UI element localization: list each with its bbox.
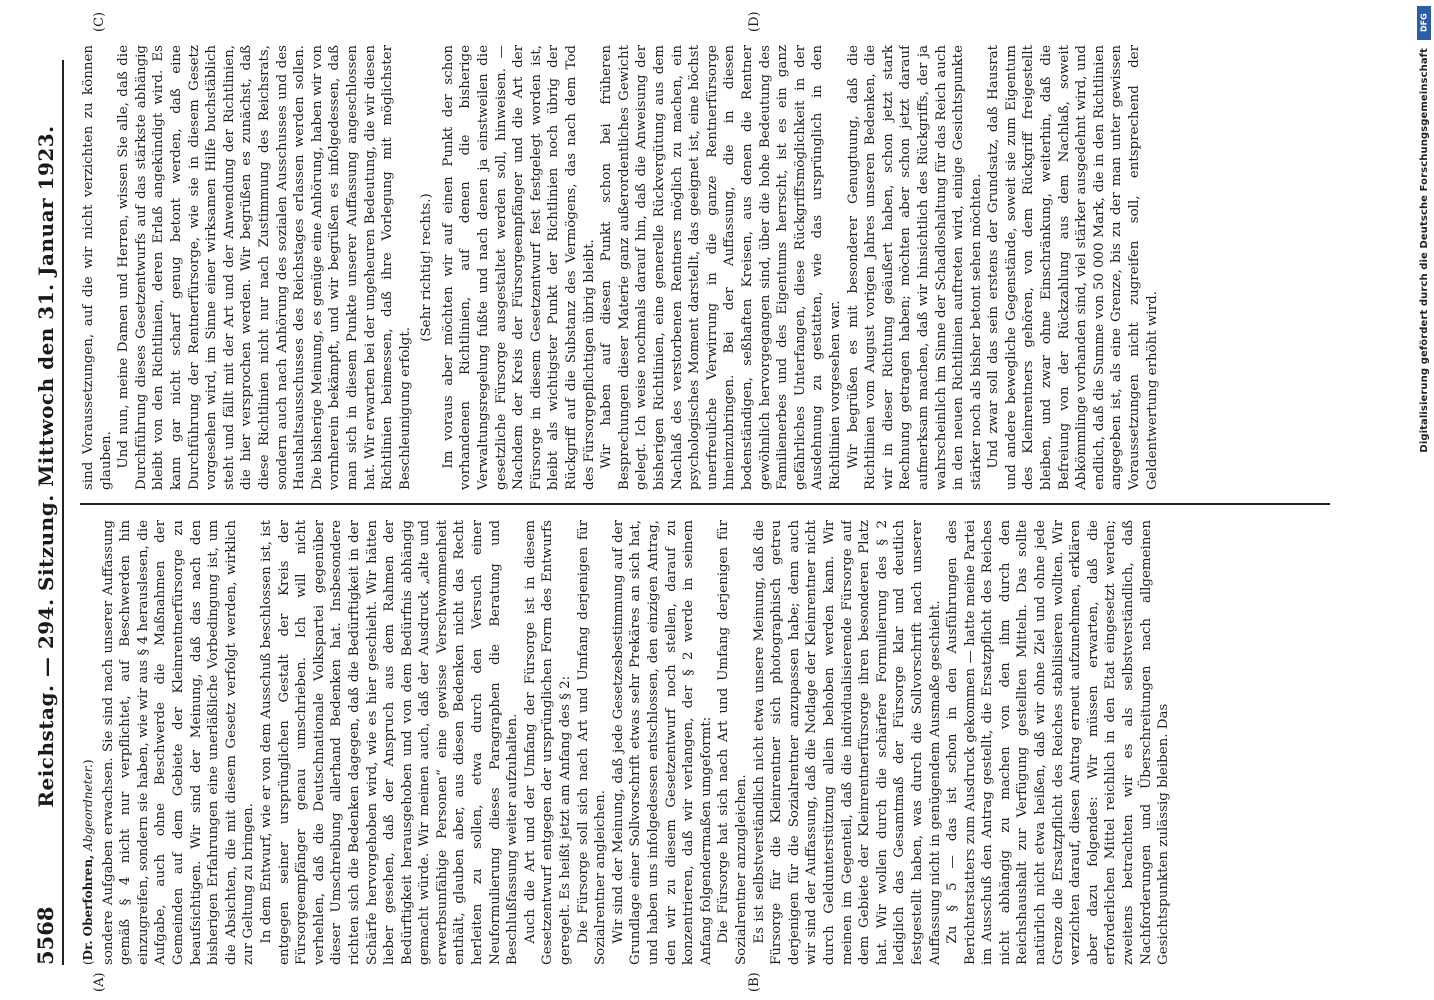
page-number: 5568 xyxy=(33,906,58,965)
right-column xyxy=(80,45,1340,490)
page-title: Reichstag. — 294. Sitzung. Mittwoch den 31. Januar 1923. xyxy=(34,125,58,808)
paragraph: Es ist selbstverständlich nicht etwa unsere Meinung, daß die Fürsorge für die Kleinrentner sich photographisch getreu derjenigen für die Sozialrentner anzupassen habe; denn auch wir sind der Auffassung, daß die Notlage der Kleinrentner nicht durch Geldunterstützung allein behoben werden kann. Wir meinen im Gegenteil, daß die individualisierende Fürsorge auf dem Gebiete der Kleinrentnerfürsorge ihren besonderen Platz hat. Wir wollen durch die schärfere Formulierung des § 2 lediglich das Gesamtmaß der Fürsorge klar und deutlich festgestellt haben, was durch die Sollvorschrift nach unserer Auffassung nicht in genügendem Ausmaße geschieht. xyxy=(751,520,943,965)
speaker-line: (Dr. Oberfohren, Abgeordneter.) xyxy=(81,759,95,965)
paragraph: Wir begrüßen es mit besonderer Genugtuung, daß die Richtlinien vom August vorigen Jahres unseren Bedenken, die wir in dieser Richtung geäußert haben, schon jetzt stark Rechnung getragen haben; möchten aber schon jetzt darauf aufmerksam machen, daß wir hinsichtlich des Rückgriffs, der ja wahrscheinlich im Sinne der Schadloshaltung für das Reich auch in den neuen Richtlinien auftreten wird, einige Gesichtspunkte stärker noch als bisher betont sehen möchten. xyxy=(845,45,984,490)
paragraph: sondere Aufgaben erwachsen. Sie sind nach unserer Auffassung gemäß § 4 nicht nur verpflichtet, auf Beschwerden hin einzugreifen, sondern sie haben, wie wir aus § 4 herauslesen, die Aufgabe, auch ohne Beschwerde die Maßnahmen der Gemeinden auf dem Gebiete der Kleinrentnerfürsorge zu beaufsichtigen. Wir sind der Meinung, daß das nach den bisherigen Erfahrungen eine unerläßliche Vorbedingung ist, um die Absichten, die mit diesem Gesetz verfolgt werden, wirklich zur Geltung zu bringen. xyxy=(100,520,257,965)
dfg-logo: DFG xyxy=(1417,6,1431,40)
paragraph: Und zwar soll das sein erstens der Grundsatz, daß Hausrat und andere bewegliche Gegenstände, soweit sie zum Eigentum des Kleinrentners gehören, von dem Rückgriff freigestellt bleiben, und zwar ohne Einschränkung, weiterhin, daß die Befreiung von der Rückzahlung aus dem Nachlaß, soweit Abkömmlinge vorhanden sind, viel stärker ausgedehnt wird, und endlich, daß die Summe von 50 000 Mark, die in den Richtlinien angegeben ist, als eine Grenze, bis zu der man unter gewissen Voraussetzungen nicht zugreifen soll, entsprechend der Geldentwertung erhöht wird. xyxy=(986,45,1160,490)
quoted-provision: Die Fürsorge soll sich nach Art und Umfang derjenigen für Sozialrentner angleichen. xyxy=(575,520,609,965)
margin-marker-c: (C) xyxy=(92,11,107,32)
paragraph: Und nun, meine Damen und Herren, wissen Sie alle, daß die Durchführung dieses Gesetzentwurfs auf das stärkste abhängig bleibt von den Richtlinien, deren Erlaß angekündigt wird. Es kann gar nicht scharf genug betont werden, daß eine Durchführung der Rentnerfürsorge, wie sie in diesem Gesetz vorgesehen wird, im Sinne einer wirksamen Hilfe buchstäblich steht und fällt mit der Art und der Anwendung der Richtlinien, die hier versprochen werden. Wir begrüßen es zunächst, daß diese Richtlinien nicht nur nach Zustimmung des Reichsrats, sondern auch nach Anhörung des sozialen Ausschusses und des Haushaltsausschusses des Reichstages erlassen werden sollen. Die bisherige Meinung, es genüge eine Anhörung, haben wir von vornherein bekämpft, und wir begrüßen es infolgedessen, daß man sich in diesem Punkte unserer Auffassung angeschlossen hat. Wir erwarten bei der ungeheuren Bedeutung, die wir diesen Richtlinien beimessen, daß ihre Vorlegung mit möglichster Beschleunigung erfolgt. xyxy=(116,45,413,490)
interjection: (Sehr richtig! rechts.) xyxy=(419,193,435,342)
page-header xyxy=(28,60,64,965)
paragraph: Im voraus aber möchten wir auf einen Punkt der schon vorhandenen Richtlinien, auf denen die bisherige Verwaltungsregelung fußte und nach denen ja einstweilen die gesetzliche Fürsorge ausgestaltet werden soll, hinweisen. — Nachdem der Kreis der Fürsorgeempfänger und die Art der Fürsorge in diesem Gesetzentwurf fest festgelegt worden ist, bleibt als wichtigster Punkt der Richtlinien noch übrig der Rückgriff auf die Substanz des Vermögens, das nach dem Tod des Fürsorgepflichtigen übrig bleibt. xyxy=(440,45,597,490)
digitization-note: Digitalisierung gefördert durch die Deutsche Forschungsgemeinschaft xyxy=(1419,48,1430,453)
speaker-name: Dr. Oberfohren, xyxy=(81,854,95,961)
paragraph: In dem Entwurf, wie er von dem Ausschuß beschlossen ist, ist entgegen seiner ursprünglichen Gestalt der Kreis der Fürsorgeempfänger genau umschrieben. Ich will nicht verhehlen, daß die Deutschnationale Volkspartei gegenüber dieser Umschreibung allerhand Bedenken hat. Insbesondere richten sich die Bedenken dagegen, daß die Bedürftigkeit in der Schärfe hervorgehoben wird, wie es hier geschieht. Wir hätten lieber gesehen, daß der Anspruch aus dem Rahmen der Bedürftigkeit herausgehoben und von dem Bedürfnis abhängig gemacht würde. Wir meinen auch, daß der Ausdruck „alte und erwerbsunfähige Personen“ eine gewisse Verschwommenheit enthält, glauben aber, aus diesen Bedenken nicht das Recht herleiten zu sollen, etwa durch den Versuch einer Neuformulierung dieses Paragraphen die Beratung und Beschlußfassung weiter aufzuhalten. xyxy=(258,520,521,965)
margin-marker-d: (D) xyxy=(747,11,762,32)
speaker-role: Abgeordneter. xyxy=(81,764,95,851)
margin-marker-a: (A) xyxy=(92,972,107,992)
left-column xyxy=(80,520,1340,965)
paragraph: Auch die Art und der Umfang der Fürsorge ist in diesem Gesetzentwurf entgegen der ursprünglichen Form des Entwurfs geregelt. Es heißt jetzt am Anfang des § 2: xyxy=(522,520,574,965)
paragraph: Wir sind der Meinung, daß jede Gesetzesbestimmung auf der Grundlage einer Sollvorschrift etwas sehr Prekäres an sich hat, und haben uns infolgedessen entschlossen, den einzigen Antrag, den wir zu diesem Gesetzentwurf noch stellen, darauf zu konzentrieren, daß wir verlangen, der § 2 werde in seinem Anfang folgendermaßen umgeformt: xyxy=(610,520,714,965)
paragraph: sind Voraussetzungen, auf die wir nicht verzichten zu können glauben. xyxy=(81,45,114,490)
quoted-provision: Die Fürsorge hat sich nach Art und Umfang derjenigen für Sozialrentner anzugleichen. xyxy=(716,520,749,965)
paragraph: Zu § 5 — das ist schon in den Ausführungen des Berichterstatters zum Ausdruck gekommen — hatte meine Partei im Ausschuß den Antrag gestellt, die Ersatzpflicht des Reiches nicht abhängig zu machen von den ihm durch den Reichshaushalt zur Verfügung gestellten Mitteln. Das sollte natürlich nicht etwa heißen, daß wir ohne Ziel und ohne jede Grenze die Ersatzpflicht des Reiches stabilisieren wollten. Wir verzichten darauf, diesen Antrag erneut aufzunehmen, erklären aber dazu folgendes: Wir müssen erwarten, daß die erforderlichen Mittel reichlich in den Etat eingesetzt werden; zweitens betrachten wir es als selbstverständlich, daß Nachforderungen und Überschreitungen nach allgemeinen Gesichtspunkten zulässig bleiben. Das xyxy=(945,520,1172,965)
column-divider xyxy=(80,503,1330,505)
paragraph: Wir haben auf diesen Punkt schon bei früheren Besprechungen dieser Materie ganz außerordentliches Gewicht gelegt. Ich weise nochmals darauf hin, daß die Anweisung der bisherigen Richtlinien, eine generelle Rückvergütung aus dem Nachlaß des verstorbenen Rentners möglich zu machen, ein psychologisches Moment darstellt, das geeignet ist, eine höchst unerfreuliche Verwirrung in die ganze Rentnerfürsorge hineinzubringen. Bei der Auffassung, die in diesen bodenständigen, seßhaften Kreisen, aus denen die Rentner gewöhnlich hervorgegangen sind, über die hohe Bedeutung des Familienerbes und des Eigentums herrscht, ist es ein ganz gefährliches Unterfangen, diese Rückgriffsmöglichkeit in der Ausdehnung zu gestatten, wie das ursprünglich in den Richtlinien vorgesehen war. xyxy=(599,45,843,490)
margin-marker-b: (B) xyxy=(747,972,762,992)
